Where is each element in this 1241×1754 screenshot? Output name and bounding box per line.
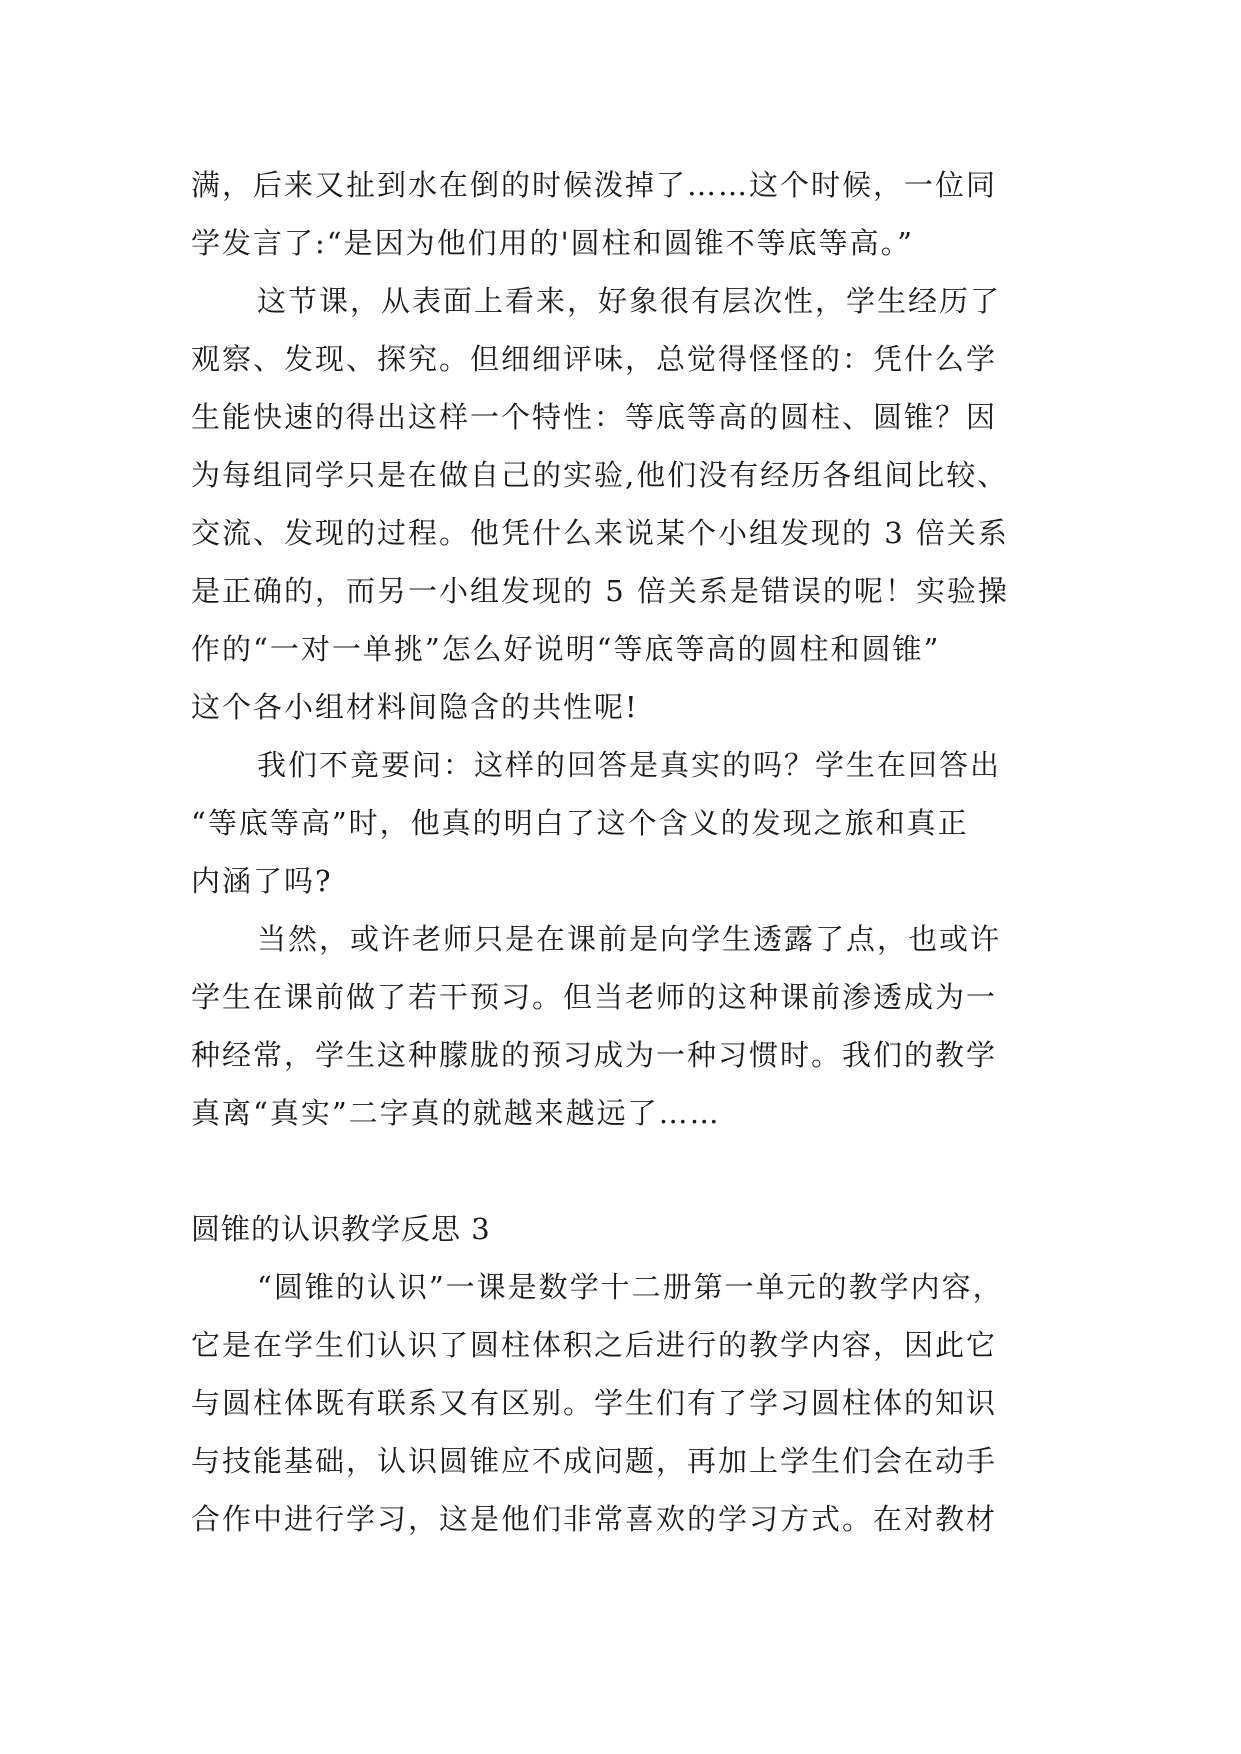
text-line: 满，后来又扯到水在倒的时候泼掉了……这个时候，一位同 xyxy=(191,168,998,202)
text-line: 作的“一对一单挑”怎么好说明“等底等高的圆柱和圆锥” xyxy=(191,632,941,666)
paragraph-first-line: 这节课，从表面上看来，好象很有层次性，学生经历了 xyxy=(257,284,1002,318)
text-line: 生能快速的得出这样一个特性：等底等高的圆柱、圆锥？因 xyxy=(191,400,998,434)
text-line: 真离“真实”二字真的就越来越远了…… xyxy=(191,1096,721,1130)
text-line: 学发言了:“是因为他们用的'圆柱和圆锥不等底等高。” xyxy=(191,226,914,260)
text-line: 为每组同学只是在做自己的实验,他们没有经历各组间比较、 xyxy=(191,458,1009,492)
text-line: 学生在课前做了若干预习。但当老师的这种课前渗透成为一 xyxy=(191,980,998,1014)
text-line: 这个各小组材料间隐含的共性呢! xyxy=(191,690,639,724)
text-line: 内涵了吗? xyxy=(191,864,333,898)
text-line: 种经常，学生这种朦胧的预习成为一种习惯时。我们的教学 xyxy=(191,1038,998,1072)
text-line: 合作中进行学习，这是他们非常喜欢的学习方式。在对教材 xyxy=(191,1502,998,1536)
text-line: 观察、发现、探究。但细细评味，总觉得怪怪的：凭什么学 xyxy=(191,342,998,376)
paragraph-first-line: 我们不竟要问：这样的回答是真实的吗？学生在回答出 xyxy=(257,748,1002,782)
text-line: 是正确的，而另一小组发现的 5 倍关系是错误的呢！实验操 xyxy=(191,574,1009,608)
text-line: 与圆柱体既有联系又有区别。学生们有了学习圆柱体的知识 xyxy=(191,1386,998,1420)
paragraph-first-line: 当然，或许老师只是在课前是向学生透露了点，也或许 xyxy=(257,922,1002,956)
text-line: “等底等高”时，他真的明白了这个含义的发现之旅和真正 xyxy=(191,806,969,840)
text-line: 交流、发现的过程。他凭什么来说某个小组发现的 3 倍关系 xyxy=(191,516,1009,550)
section-heading: 圆锥的认识教学反思 3 xyxy=(191,1212,491,1246)
paragraph-first-line: “圆锥的认识”一课是数学十二册第一单元的教学内容， xyxy=(257,1270,1004,1304)
text-line: 与技能基础，认识圆锥应不成问题，再加上学生们会在动手 xyxy=(191,1444,998,1478)
text-line: 它是在学生们认识了圆柱体积之后进行的教学内容，因此它 xyxy=(191,1328,998,1362)
